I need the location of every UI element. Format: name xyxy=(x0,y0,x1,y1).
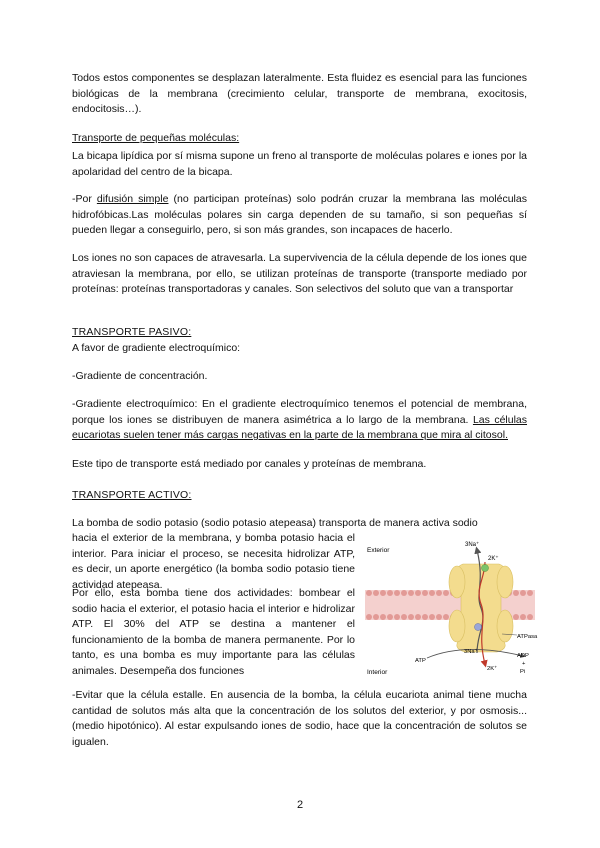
electrochem-underlined: Las células eucariotas suelen tener más cargas negativas en la parte de la membrana que mira al citosol. xyxy=(72,413,528,441)
pump-diagram xyxy=(365,538,538,681)
plus-label: + xyxy=(522,661,526,667)
p2-prefix: -Por xyxy=(72,193,97,205)
exterior-label: Exterior xyxy=(367,547,390,554)
ions-paragraph: Los iones no son capaces de atravesarla. La supervivencia de la célula depende de los iones que atraviesan la membrana, por ello, se utilizan proteínas de transporte (transporte mediado por proteínas: proteínas transportadoras y canales. Son selectivos del soluto que van a transportar xyxy=(72,252,527,295)
na-out-label: 3Na⁺ xyxy=(465,542,480,548)
page-number: 2 xyxy=(296,799,304,811)
simple-diffusion-paragraph xyxy=(72,192,527,239)
simple-diffusion-term: difusión simple xyxy=(96,193,169,205)
active-transport-heading: TRANSPORTE ACTIVO: xyxy=(72,489,192,501)
atpase-label: ATPasa xyxy=(517,634,538,640)
pump-intro-paragraph: hacia el exterior de la membrana, y bomba potasio hacia el interior. Para iniciar el proceso, se necesita hidrolizar ATP, es decir, un aporte energético (la bomba sodio potasio tiene actividad atepeasa. xyxy=(72,532,355,591)
pi-label: Pi xyxy=(520,669,526,675)
na-in-label: 3Na⁺ xyxy=(464,649,478,655)
adp-label: ADP xyxy=(517,653,529,659)
passive-line-1: A favor de gradiente electroquímico: xyxy=(72,342,241,354)
sodium-potassium-pump-figure xyxy=(365,538,538,681)
electrochemical-gradient-paragraph xyxy=(72,397,527,444)
atp-label: ATP xyxy=(415,658,426,664)
passive-transport-heading: TRANSPORTE PASIVO: xyxy=(72,326,192,338)
k-in-label: 2K⁺ xyxy=(487,666,498,672)
pump-activities-paragraph: Por ello, esta bomba tiene dos actividades: bombear el sodio hacia el exterior, el potasio hacia el interior e hidrolizar ATP. El 30% del ATP se destina a mantener el funcionamiento de la bomba de manera permanente. Por lo tanto, es una bomba es muy importante para las células animales. Desempeña dos funciones xyxy=(72,587,355,677)
intro-paragraph: Todos estos componentes se desplazan lateralmente. Esta fluidez es esencial para las funciones biológicas de la membrana (crecimiento celular, transporte de membrana, exocitosis, endocitosis…). xyxy=(72,72,527,115)
concentration-gradient-line: -Gradiente de concentración. xyxy=(72,370,208,382)
prevent-burst-paragraph: -Evitar que la célula estalle. En ausencia de la bomba, la célula eucariota animal tiene mucha cantidad de solutos más alta que la concentración de los solutos del exterior, y por osmosis... (medio hipotónico). Al estar expulsando iones de sodio, hace que la concentración de solutos se igualen. xyxy=(72,689,527,748)
small-molecules-heading: Transporte de pequeñas moléculas: xyxy=(72,132,240,144)
potassium-ball xyxy=(482,565,489,572)
lipid-bilayer-paragraph: La bicapa lipídica por sí misma supone un freno al transporte de moléculas polares e iones por la apolaridad del centro de la bicapa. xyxy=(72,150,527,178)
k-out-label: 2K⁺ xyxy=(488,556,499,562)
sodium-ball xyxy=(475,624,482,631)
passive-mediated-line: Este tipo de transporte está mediado por canales y proteínas de membrana. xyxy=(72,458,427,470)
interior-label: Interior xyxy=(367,669,388,676)
electrochem-plain: -Gradiente electroquímico: En el gradiente electroquímico tenemos el potencial de membrana, porque los iones se distribuyen de manera asimétrica a lo largo de la membrana. xyxy=(72,398,527,426)
pump-first-line: La bomba de sodio potasio (sodio potasio atepeasa) transporta de manera activa sodio xyxy=(72,517,478,529)
p2-rest: (no participan proteínas) solo podrán cruzar la membrana las moléculas hidrofóbicas.Las moléculas polares sin carga dependen de su tamaño, si son pequeñas sí pueden llegar a conseguirlo, pero, si son más grandes, son incapaces de hacerlo. xyxy=(72,193,527,236)
